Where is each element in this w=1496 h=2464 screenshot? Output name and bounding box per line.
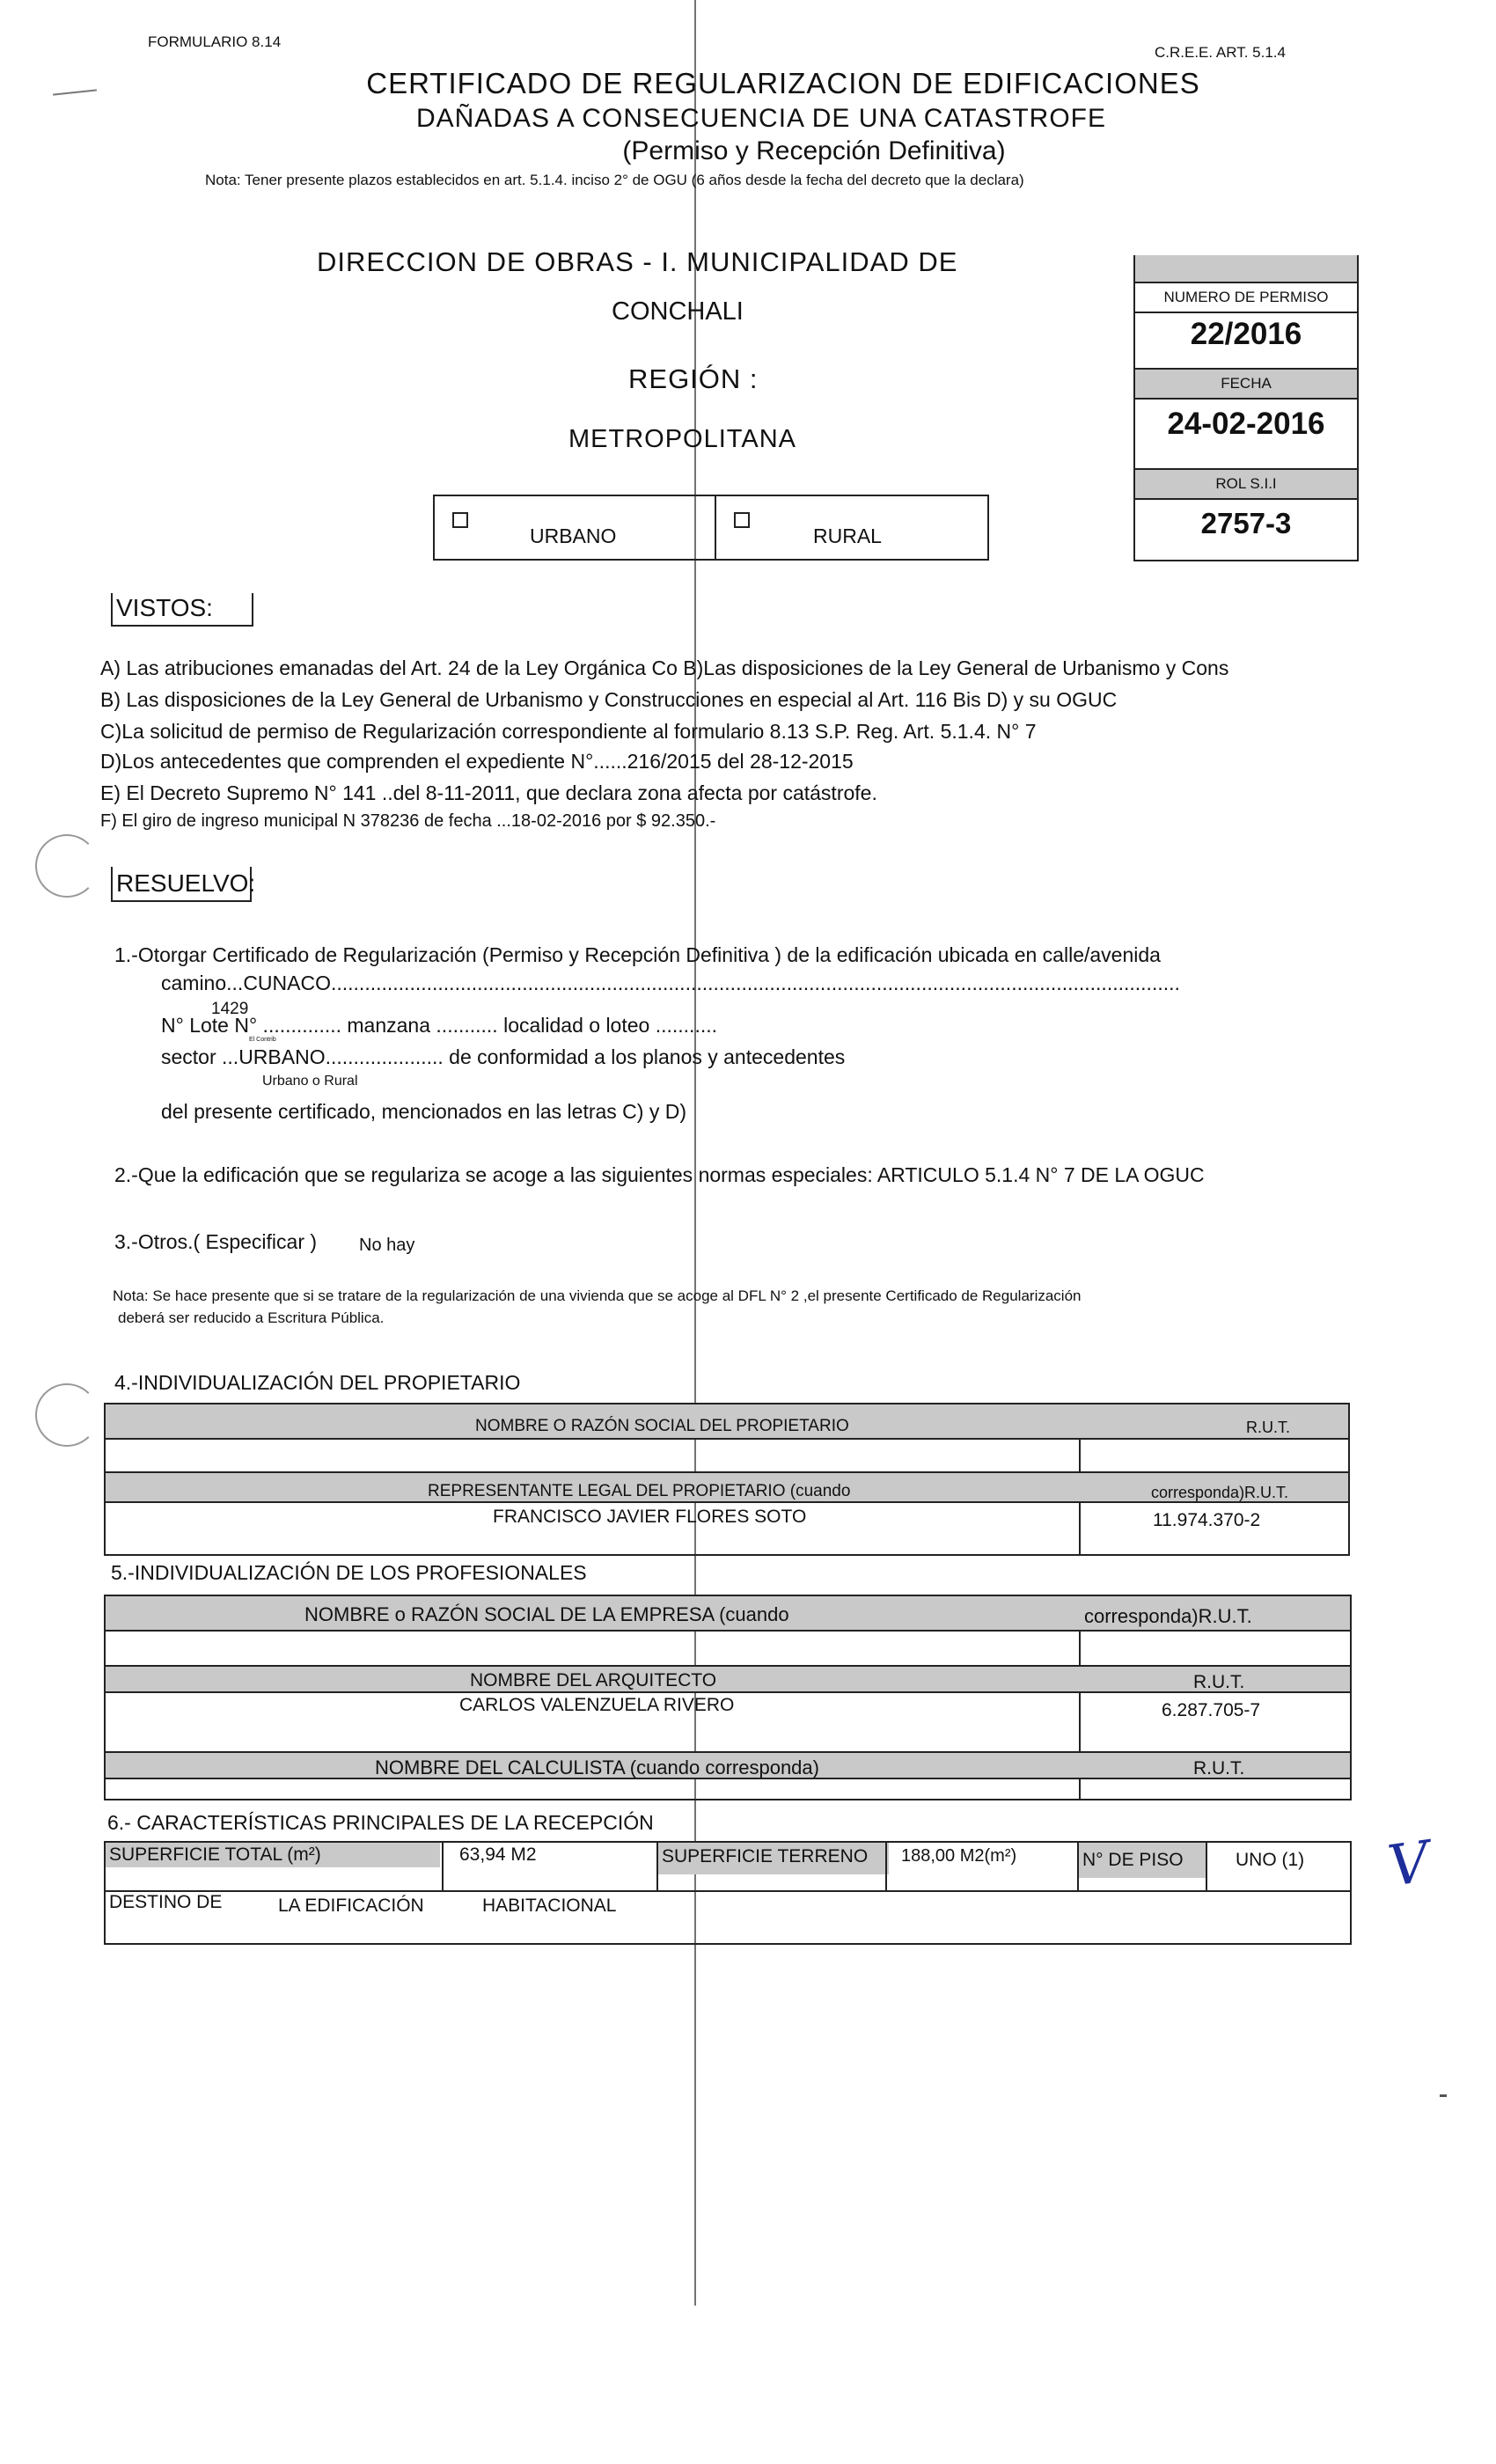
destino-label-2: LA EDIFICACIÓN	[278, 1896, 424, 1916]
architect-rut-label: R.U.T.	[1193, 1672, 1245, 1692]
floors-label: N° DE PISO	[1082, 1850, 1184, 1870]
urbano-label: URBANO	[530, 524, 617, 547]
form-number: FORMULARIO 8.14	[148, 33, 282, 50]
characteristics-heading: 6.- CARACTERÍSTICAS PRINCIPALES DE LA RECEPCIÓN	[107, 1811, 654, 1834]
permit-number-label: NUMERO DE PERMISO	[1135, 282, 1357, 313]
scan-fold-line	[694, 0, 696, 2306]
professionals-heading: 5.-INDIVIDUALIZACIÓN DE LOS PROFESIONALES	[111, 1561, 587, 1584]
surface-value: 63,94 M2	[459, 1844, 537, 1865]
representative-label: REPRESENTANTE LEGAL DEL PROPIETARIO (cuando	[428, 1482, 851, 1500]
rol-label: ROL S.I.I	[1135, 468, 1357, 500]
architect-rut-value: 6.287.705-7	[1162, 1700, 1261, 1720]
vistos-d: D)Los antecedentes que comprenden el expediente N°......216/2015 del 28-12-2015	[100, 750, 854, 773]
cree-reference: C.R.E.E. ART. 5.1.4	[1155, 44, 1286, 61]
vistos-b: B) Las disposiciones de la Ley General de Urbanismo y Construcciones en especial al Art. 116 Bis D) y su OGUC	[100, 688, 1118, 711]
owner-rut-label: R.U.T.	[1246, 1419, 1291, 1436]
title-line-2: DAÑADAS A CONSECUENCIA DE UNA CATASTROFE	[415, 104, 1107, 133]
resuelvo-item1-street: camino...CUNACO.......................................................................................................................................................	[161, 972, 1180, 994]
calculist-rut-label: R.U.T.	[1193, 1758, 1245, 1778]
rural-checkbox[interactable]	[734, 512, 750, 528]
zone-selector	[433, 495, 989, 561]
calculist-label: NOMBRE DEL CALCULISTA (cuando corresponda)	[375, 1756, 819, 1778]
punch-hole-bottom	[35, 1383, 99, 1447]
permit-date-label: FECHA	[1135, 368, 1357, 400]
destino-value: HABITACIONAL	[482, 1896, 617, 1916]
vistos-c: C)La solicitud de permiso de Regularización correspondiente al formulario 8.13 S.P. Reg. Art. 5.1.4. N° 7	[100, 720, 1037, 743]
land-surface-label: SUPERFICIE TERRENO	[662, 1846, 869, 1866]
resuelvo-item2: 2.-Que la edificación que se regulariza se acoge a las siguientes normas especiales: ARTICULO 5.1.4 N° 7 DE LA OGUC	[114, 1163, 1205, 1186]
resuelvo-heading: RESUELVO:	[111, 867, 252, 902]
permit-number-value: 22/2016	[1190, 317, 1302, 351]
header-note: Nota: Tener presente plazos establecidos en art. 5.1.4. inciso 2° de OGU (6 años desde la fecha del decreto que la declara)	[205, 172, 1024, 188]
company-rut-label: corresponda)R.U.T.	[1084, 1605, 1252, 1627]
representative-value: FRANCISCO JAVIER FLORES SOTO	[493, 1507, 807, 1527]
representative-rut-value: 11.974.370-2	[1153, 1510, 1261, 1530]
resuelvo-item1-sector: sector ...URBANO..................... de conformidad a los planos y antecedentes	[161, 1045, 846, 1068]
architect-label: NOMBRE DEL ARQUITECTO	[470, 1670, 717, 1690]
resuelvo-item1-letters: del presente certificado, mencionados en las letras C) y D)	[161, 1100, 687, 1123]
handwritten-check-mark: V	[1384, 1830, 1434, 1900]
resuelvo-item1-line1: 1.-Otorgar Certificado de Regularización (Permiso y Recepción Definitiva ) de la edificación ubicada en calle/avenida	[114, 943, 1161, 966]
vistos-a: A) Las atribuciones emanadas del Art. 24 de la Ley Orgánica Co B)Las disposiciones de la Ley General de Urbanismo y Cons	[100, 656, 1229, 679]
scan-speck	[1440, 2094, 1447, 2097]
vistos-heading: VISTOS:	[111, 593, 253, 627]
rol-value: 2757-3	[1200, 507, 1292, 539]
region-value: METROPOLITANA	[568, 425, 796, 453]
municipality-line-2: CONCHALI	[612, 297, 744, 326]
characteristics-table	[104, 1841, 1352, 1945]
architect-value: CARLOS VALENZUELA RIVERO	[459, 1695, 735, 1715]
company-label: NOMBRE o RAZÓN SOCIAL DE LA EMPRESA (cuando	[304, 1603, 789, 1625]
owner-table	[104, 1403, 1350, 1556]
title-line-3: (Permiso y Recepción Definitiva)	[622, 136, 1006, 165]
rural-label: RURAL	[813, 524, 882, 547]
resuelvo-note-line1: Nota: Se hace presente que si se tratare de la regularización de una vivienda que se acoge al DFL N° 2 ,el presente Certificado de Regularización	[113, 1287, 1082, 1304]
representative-rut-label: corresponda)R.U.T.	[1151, 1484, 1289, 1501]
permit-box	[1133, 255, 1359, 561]
urbano-rural-caption: Urbano o Rural	[262, 1074, 358, 1089]
permit-date-value: 24-02-2016	[1167, 407, 1325, 441]
resuelvo-item1-lote: N° Lote N° .............. manzana ........... localidad o loteo ...........	[161, 1014, 718, 1037]
floors-value: UNO (1)	[1236, 1850, 1305, 1870]
vistos-e: E) El Decreto Supremo N° 141 ..del 8-11-2011, que declara zona afecta por catástrofe.	[100, 781, 877, 804]
land-surface-value: 188,00 M2(m²)	[901, 1846, 1017, 1866]
region-label: REGIÓN :	[628, 363, 759, 394]
vistos-f: F) El giro de ingreso municipal N 378236 de fecha ...18-02-2016 por $ 92.350.-	[100, 811, 716, 831]
owner-name-label: NOMBRE O RAZÓN SOCIAL DEL PROPIETARIO	[475, 1417, 849, 1435]
street-number-value: 1429	[211, 1000, 249, 1018]
title-line-1: CERTIFICADO DE REGULARIZACION DE EDIFICACIONES	[366, 67, 1200, 99]
resuelvo-item3-value: No hay	[359, 1236, 415, 1255]
municipality-line-1: DIRECCION DE OBRAS - I. MUNICIPALIDAD DE	[317, 246, 958, 277]
owner-heading: 4.-INDIVIDUALIZACIÓN DEL PROPIETARIO	[114, 1371, 521, 1394]
urbano-checkbox[interactable]	[452, 512, 468, 528]
destino-label: DESTINO DE	[109, 1892, 223, 1912]
professionals-table	[104, 1595, 1352, 1800]
tiny-label: El Contrib	[249, 1037, 276, 1043]
punch-hole-top	[35, 834, 99, 898]
surface-label: SUPERFICIE TOTAL (m²)	[109, 1844, 321, 1865]
resuelvo-note-line2: deberá ser reducido a Escritura Pública.	[118, 1309, 385, 1326]
resuelvo-item3: 3.-Otros.( Especificar )	[114, 1230, 318, 1253]
